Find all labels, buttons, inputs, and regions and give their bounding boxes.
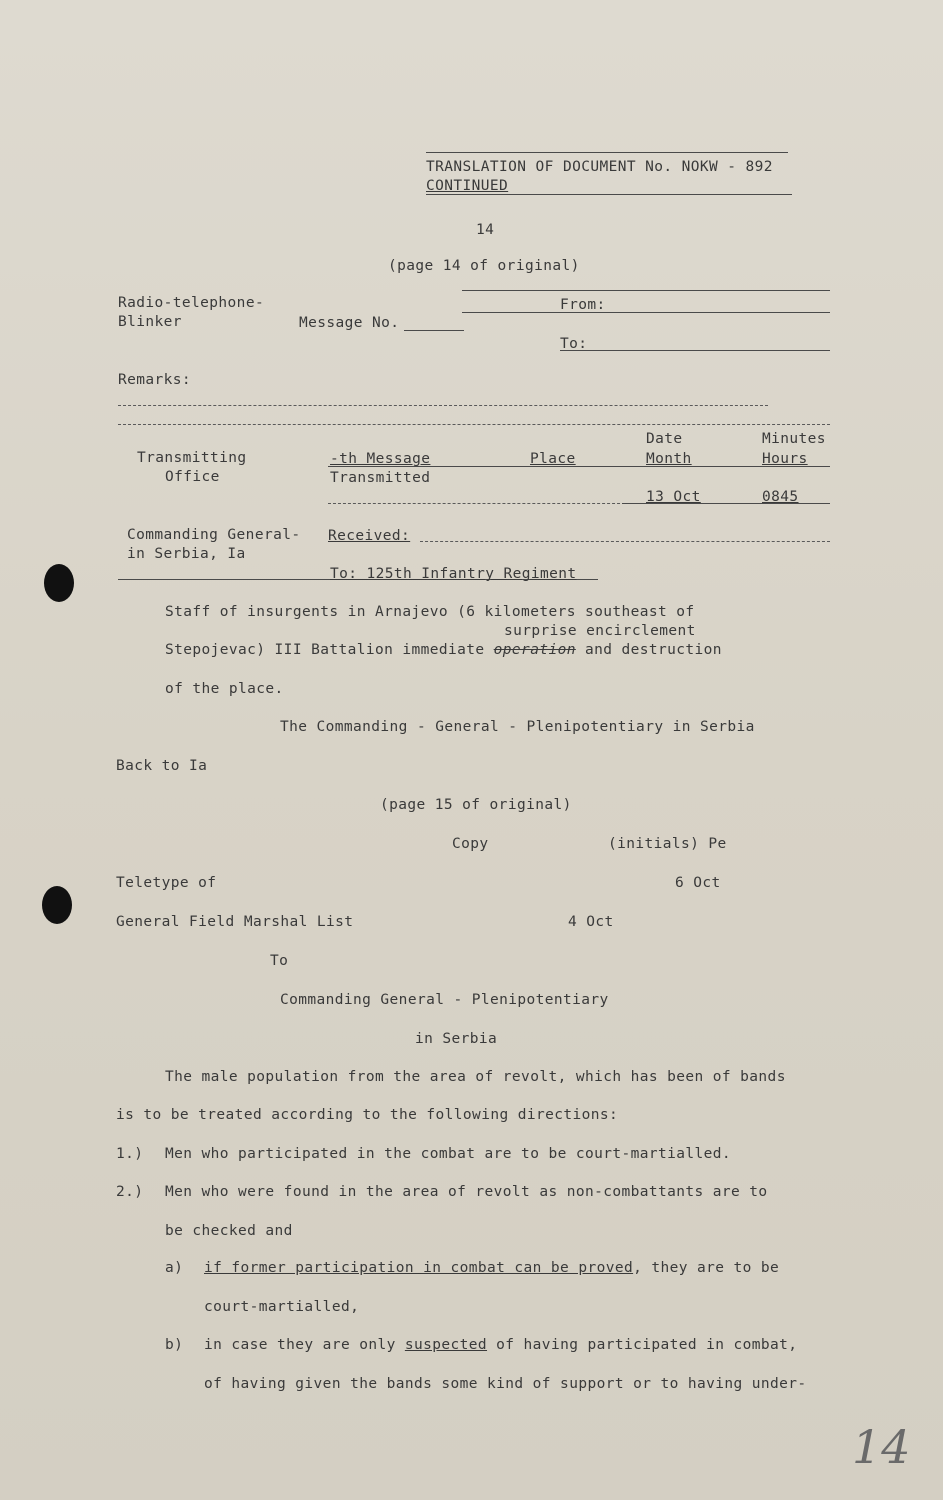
sender-line: General Field Marshal List [116, 914, 354, 930]
message-signature: The Commanding - General - Plenipotentiary in Serbia [280, 719, 755, 735]
sub-a-text: if former participation in combat can be proved, they are to be [204, 1260, 780, 1276]
handwritten-page-number: 14 [852, 1420, 911, 1474]
form-date-label: Date [646, 431, 683, 447]
remarks-line-2 [118, 424, 830, 425]
column-header-line [328, 466, 830, 467]
message-line-2: Stepojevac) III Battalion immediate operation and destruction [165, 642, 722, 658]
message-back: Back to Ia [116, 758, 208, 774]
form-cg-label: Commanding General- [127, 527, 301, 543]
item-2-text-cont: be checked and [165, 1223, 293, 1239]
page-reference: (page 14 of original) [388, 258, 580, 274]
copy-label: Copy [452, 836, 489, 852]
item-1-text: Men who participated in the combat are to be court-martialled. [165, 1146, 732, 1162]
recipient-line-1: Commanding General - Plenipotentiary [280, 992, 609, 1008]
form-place-label: Place [530, 451, 576, 467]
form-message-no-label: Message No. [299, 315, 400, 331]
teletype-label: Teletype of [116, 875, 217, 891]
form-blinker-label: Blinker [118, 314, 182, 330]
punch-hole-bottom [42, 886, 72, 924]
item-1-number: 1.) [116, 1146, 144, 1162]
received-line [420, 541, 830, 542]
remarks-line-1 [118, 405, 768, 406]
form-minutes-label: Minutes [762, 431, 826, 447]
sub-b-text-cont: of having given the bands some kind of support or to having under- [204, 1376, 807, 1392]
form-remarks-label: Remarks: [118, 372, 192, 388]
form-radio-label: Radio-telephone- [118, 295, 265, 311]
struck-word: operation [493, 642, 576, 658]
form-from-label: From: [560, 297, 606, 313]
message-no-line [404, 330, 464, 331]
header-rule-top [426, 152, 788, 153]
form-office-label: Office [165, 469, 220, 485]
header-title: TRANSLATION OF DOCUMENT No. NOKW - 892 [426, 159, 773, 175]
punch-hole-top [44, 564, 74, 602]
from-top-line [462, 290, 830, 291]
teletype-date: 6 Oct [675, 875, 721, 891]
message-line-3: of the place. [165, 681, 284, 697]
sub-a-text-cont: court-martialled, [204, 1299, 360, 1315]
form-hours-label: Hours [762, 451, 808, 467]
form-transmitting-label: Transmitting [137, 450, 247, 466]
paragraph-line-1: The male population from the area of revolt, which has been of bands [165, 1069, 786, 1085]
value-line [622, 503, 830, 504]
header-rule-bottom [426, 194, 792, 195]
form-th-message-label: -th Message [330, 451, 431, 467]
item-2-text: Men who were found in the area of revolt as non-combattants are to [165, 1184, 768, 1200]
form-time-value: 0845 [762, 489, 799, 505]
sub-a-label: a) [165, 1260, 184, 1276]
form-transmitted-label: Transmitted [330, 470, 431, 486]
from-line [462, 312, 830, 313]
initials-label: (initials) Pe [608, 836, 727, 852]
sub-b-text: in case they are only suspected of having participated in combat, [204, 1337, 798, 1353]
transmitted-line [328, 503, 630, 504]
sub-b-label: b) [165, 1337, 184, 1353]
recipient-line-2: in Serbia [415, 1031, 498, 1047]
form-cg-label-2: in Serbia, Ia [127, 546, 246, 562]
sender-date: 4 Oct [568, 914, 614, 930]
second-page-reference: (page 15 of original) [380, 797, 572, 813]
form-received-label: Received: [328, 528, 411, 544]
paragraph-line-2: is to be treated according to the following directions: [116, 1107, 619, 1123]
form-month-label: Month [646, 451, 692, 467]
header-continued: CONTINUED [426, 178, 509, 194]
page-number: 14 [476, 222, 495, 238]
to-label: To [270, 953, 289, 969]
message-insert: surprise encirclement [504, 623, 696, 639]
to-line [560, 350, 830, 351]
form-date-value: 13 Oct [646, 489, 701, 505]
form-to-regiment: To: 125th Infantry Regiment [330, 566, 577, 582]
message-line-1: Staff of insurgents in Arnajevo (6 kilometers southeast of [165, 604, 695, 620]
item-2-number: 2.) [116, 1184, 144, 1200]
form-to-label: To: [560, 336, 588, 352]
